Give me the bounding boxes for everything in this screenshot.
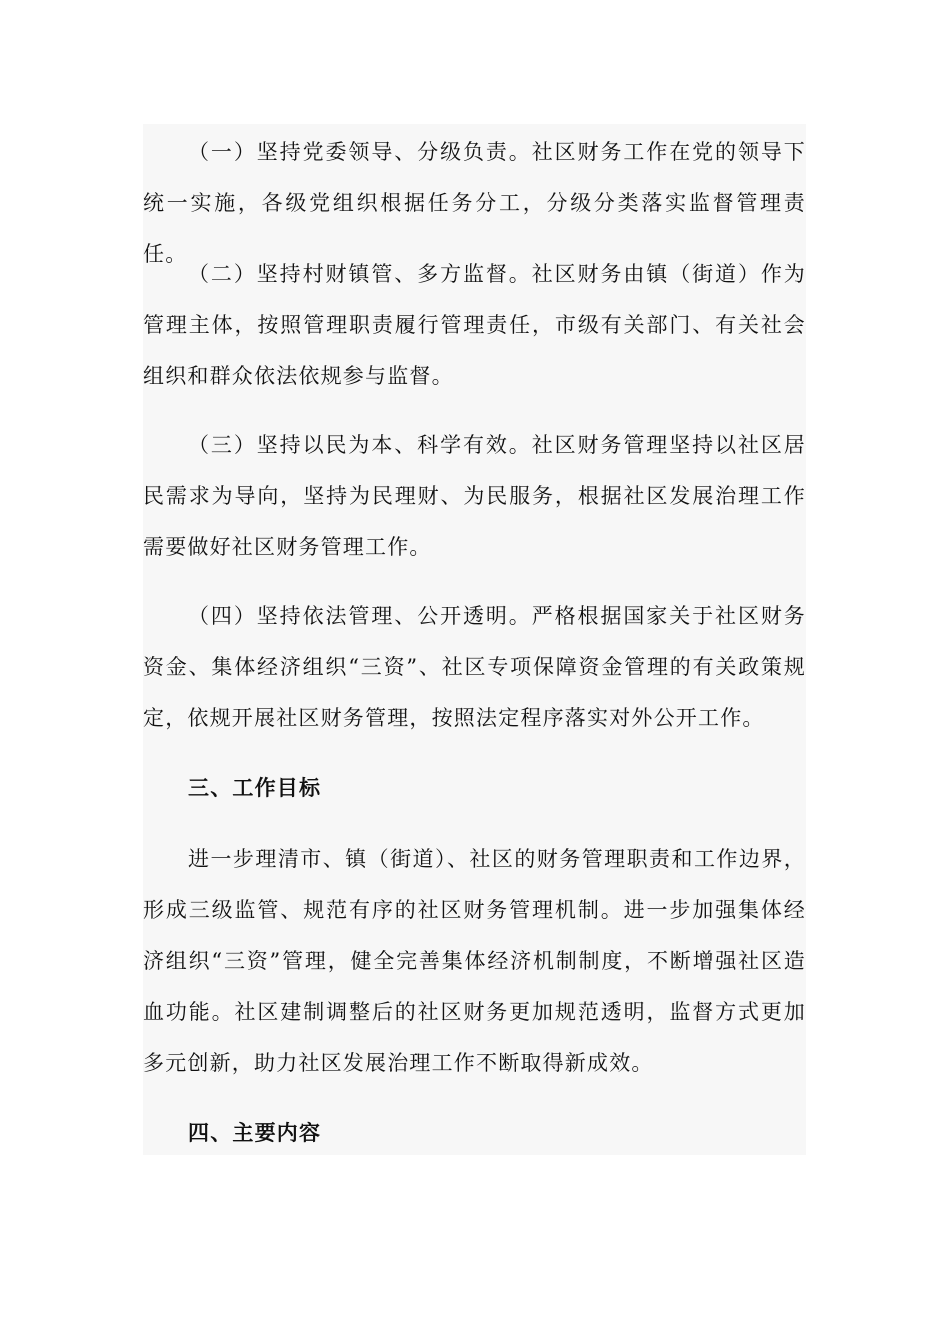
paragraph-1: （一）坚持党委领导、分级负责。社区财务工作在党的领导下统一实施，各级党组织根据任务分工，分级分类落实监督管理责任。 bbox=[143, 140, 806, 266]
paragraph-4: （四）坚持依法管理、公开透明。严格根据国家关于社区财务资金、集体经济组织“三资”、社区专项保障资金管理的有关政策规定，依规开展社区财务管理，按照法定程序落实对外公开工作。 bbox=[143, 604, 806, 730]
paragraph-5: 进一步理清市、镇（街道）、社区的财务管理职责和工作边界，形成三级监管、规范有序的社区财务管理机制。进一步加强集体经济组织“三资”管理，健全完善集体经济机制制度，不断增强社区造血功能。社区建制调整后的社区财务更加规范透明，监督方式更加多元创新，助力社区发展治理工作不断取得新成效。 bbox=[143, 847, 806, 1075]
section-heading-4: 四、主要内容 bbox=[188, 1120, 322, 1145]
document-page bbox=[143, 124, 806, 1155]
paragraph-3: （三）坚持以民为本、科学有效。社区财务管理坚持以社区居民需求为导向，坚持为民理财、为民服务，根据社区发展治理工作需要做好社区财务管理工作。 bbox=[143, 433, 806, 559]
section-heading-3: 三、工作目标 bbox=[188, 775, 322, 800]
paragraph-2: （二）坚持村财镇管、多方监督。社区财务由镇（街道）作为管理主体，按照管理职责履行管理责任，市级有关部门、有关社会组织和群众依法依规参与监督。 bbox=[143, 262, 806, 388]
